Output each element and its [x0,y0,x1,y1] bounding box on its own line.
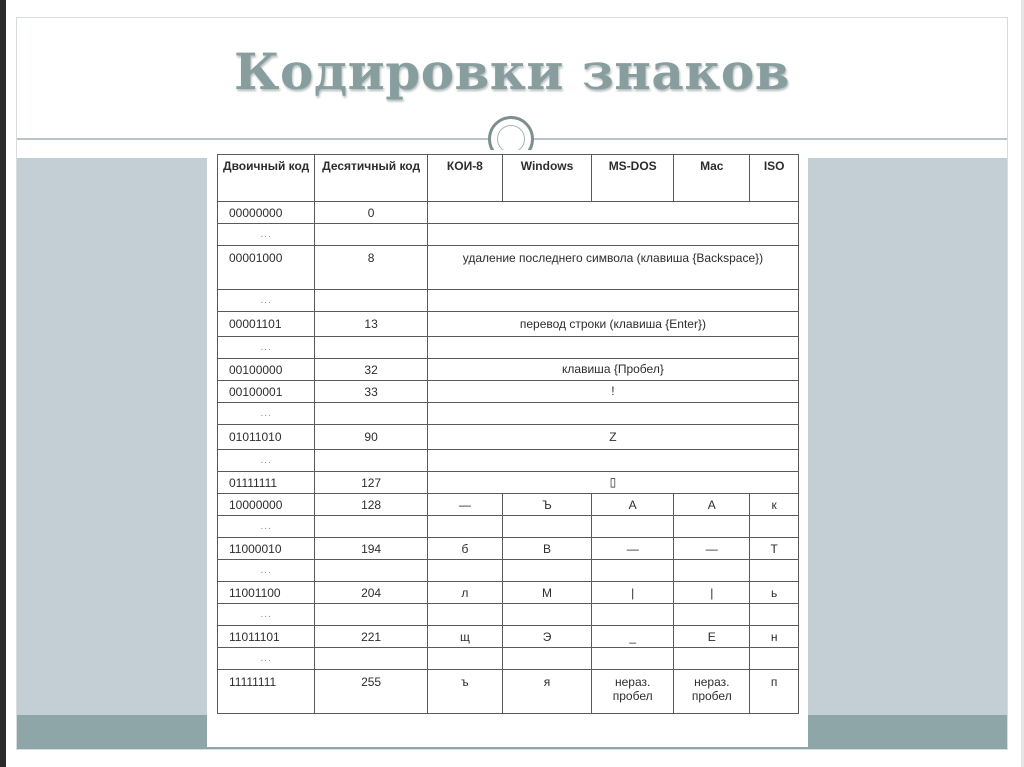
binary-code: 11001100 [218,582,315,604]
decimal-code: 32 [315,359,428,381]
empty-cell [315,224,428,246]
ellipsis-row [218,403,799,425]
windows-char: Ъ [502,494,591,516]
empty-cell [315,337,428,359]
mac-char: нераз. пробел [674,670,750,714]
empty-cell [427,450,798,472]
header-decimal: Десятичный код [315,155,428,202]
slide-title: Кодировки знаков [234,42,790,101]
table-row [218,312,799,337]
ellipsis-row [218,560,799,582]
ellipsis: ... [218,516,315,538]
msdos-char: | [592,582,674,604]
empty-cell [674,560,750,582]
shared-meaning: клавиша {Пробел} [427,359,798,381]
empty-cell [315,403,428,425]
table-panel [207,150,808,747]
empty-cell [427,337,798,359]
ellipsis: ... [218,450,315,472]
empty-cell [750,516,799,538]
empty-cell [315,560,428,582]
mac-char: А [674,494,750,516]
table-row [218,359,799,381]
empty-cell [674,648,750,670]
table-row [218,626,799,648]
empty-cell [427,516,502,538]
empty-cell [592,560,674,582]
ellipsis-row [218,450,799,472]
header-binary: Двоичный код [218,155,315,202]
table-row [218,381,799,403]
empty-cell [427,290,798,312]
empty-cell [427,604,502,626]
decimal-code: 255 [315,670,428,714]
empty-cell [427,224,798,246]
header-koi8: КОИ-8 [427,155,502,202]
table-row [218,246,799,290]
shared-meaning: удаление последнего символа (клавиша {Backspace}) [427,246,798,290]
empty-cell [592,604,674,626]
msdos-char: А [592,494,674,516]
table-row [218,538,799,560]
decimal-code: 221 [315,626,428,648]
decimal-code: 0 [315,202,428,224]
msdos-char: _ [592,626,674,648]
iso-char: к [750,494,799,516]
empty-cell [315,290,428,312]
binary-code: 11111111 [218,670,315,714]
left-window-edge [0,0,6,767]
decimal-code: 204 [315,582,428,604]
header-windows: Windows [502,155,591,202]
empty-cell [674,604,750,626]
ellipsis-row [218,337,799,359]
empty-cell [315,450,428,472]
table-row [218,494,799,516]
shared-meaning: ▯ [427,472,798,494]
empty-cell [427,403,798,425]
table-row [218,472,799,494]
koi8-char: — [427,494,502,516]
shared-meaning: ! [427,381,798,403]
ellipsis: ... [218,290,315,312]
decimal-code: 8 [315,246,428,290]
ellipsis: ... [218,648,315,670]
binary-code: 11011101 [218,626,315,648]
header-iso: ISO [750,155,799,202]
encoding-table [217,154,799,714]
koi8-char: б [427,538,502,560]
windows-char: я [502,670,591,714]
mac-char: | [674,582,750,604]
table-row [218,582,799,604]
ellipsis: ... [218,337,315,359]
ellipsis-row [218,290,799,312]
empty-cell [674,516,750,538]
binary-code: 00001101 [218,312,315,337]
binary-code: 10000000 [218,494,315,516]
empty-cell [315,516,428,538]
ellipsis: ... [218,224,315,246]
empty-cell [750,604,799,626]
empty-cell [502,604,591,626]
ellipsis: ... [218,604,315,626]
iso-char: п [750,670,799,714]
empty-cell [502,516,591,538]
decimal-code: 128 [315,494,428,516]
binary-code: 01111111 [218,472,315,494]
empty-cell [427,648,502,670]
shared-meaning: перевод строки (клавиша {Enter}) [427,312,798,337]
empty-cell [750,648,799,670]
decimal-code: 90 [315,425,428,450]
header-msdos: MS-DOS [592,155,674,202]
empty-cell [750,560,799,582]
binary-code: 11000010 [218,538,315,560]
ellipsis-row [218,224,799,246]
header-row [218,155,799,202]
windows-char: Э [502,626,591,648]
ellipsis-row [218,516,799,538]
koi8-char: щ [427,626,502,648]
iso-char: н [750,626,799,648]
empty-cell [502,648,591,670]
binary-code: 00001000 [218,246,315,290]
table-row [218,202,799,224]
koi8-char: ъ [427,670,502,714]
decimal-code: 33 [315,381,428,403]
binary-code: 00100000 [218,359,315,381]
windows-char: М [502,582,591,604]
koi8-char: л [427,582,502,604]
empty-cell [315,648,428,670]
shared-meaning: Z [427,425,798,450]
empty-cell [592,516,674,538]
binary-code: 00000000 [218,202,315,224]
iso-char: ь [750,582,799,604]
iso-char: Т [750,538,799,560]
msdos-char: нераз. пробел [592,670,674,714]
header-mac: Mac [674,155,750,202]
binary-code: 00100001 [218,381,315,403]
decimal-code: 127 [315,472,428,494]
table-row [218,670,799,714]
mac-char: — [674,538,750,560]
mac-char: Е [674,626,750,648]
msdos-char: — [592,538,674,560]
shared-meaning [427,202,798,224]
decimal-code: 194 [315,538,428,560]
ellipsis: ... [218,403,315,425]
empty-cell [315,604,428,626]
binary-code: 01011010 [218,425,315,450]
decimal-code: 13 [315,312,428,337]
ellipsis-row [218,648,799,670]
empty-cell [427,560,502,582]
empty-cell [502,560,591,582]
empty-cell [592,648,674,670]
windows-char: В [502,538,591,560]
ellipsis-row [218,604,799,626]
table-row [218,425,799,450]
ellipsis: ... [218,560,315,582]
